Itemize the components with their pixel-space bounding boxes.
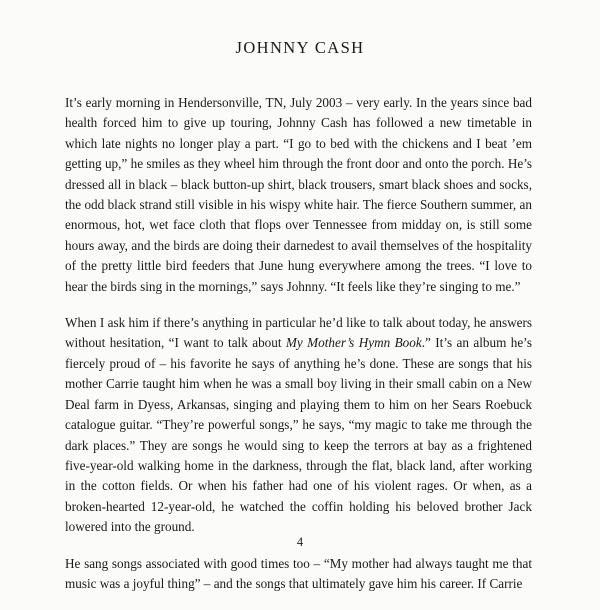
paragraph-2-text-end: .” It’s an album he’s fiercely proud of – his favorite he says of anything he’s done. These are songs that his mother Carrie taught him when he was a small boy living in their small cabin on a New Deal farm in Dyess, Arkansas, singing and playing them to him on her Sears Roebuck catalogue guitar. “They’re powerful songs,” he says, “my magic to take me through the dark places.” They are songs he would sing to keep the terrors at bay as a frightened five-year-old walking home in the darkness, through the flat, black land, after working in the cotton fields. Or when his father had one of his violent rages. Or when, as a broken-hearted 12-year-old, he watched the coffin holding his beloved brother Jack lowered into the ground. — [65, 335, 532, 535]
page-title: JOHNNY CASH — [235, 38, 365, 57]
paragraph-1 — [65, 93, 532, 297]
paragraph-2-text-start: When I ask him if there’s anything in particular he’d like to talk about today, he answers without hesitation, “I want to talk about — [65, 315, 532, 351]
paragraph-3-text: He sang songs associated with good times too – “My mother had always taught me that music was a joyful thing” – and the songs that ultimately gave him his career. If Carrie — [65, 555, 532, 591]
paragraph-3 — [65, 554, 532, 595]
paragraph-2 — [65, 313, 532, 537]
page-number: 4 — [296, 535, 304, 549]
paragraph-1-text: It’s early morning in Hendersonville, TN, July 2003 – very early. In the years since bad health forced him to give up touring, Johnny Cash has followed a new timetable in which late nights no longer play a part. “I go to bed with the chickens and I beat ’em getting up,” he smiles as they wheel him through the front door and onto the porch. He’s dressed all in black – black button-up shirt, black trousers, smart black shoes and socks, the odd black strand still visible in his wispy white hair. The fierce Southern summer, an enormous, hot, wet face cloth that flops over Tennessee from midday on, is still some hours away, and the birds are doing their darnedest to avail themselves of the hospitality of the pretty little bird feeders that June hung everywhere among the trees. “I love to hear the birds sing in the mornings,” says Johnny. “It feels like they’re singing to me.” — [65, 95, 532, 294]
article-body — [65, 93, 532, 610]
album-title: My Mother’s Hymn Book — [285, 335, 422, 351]
